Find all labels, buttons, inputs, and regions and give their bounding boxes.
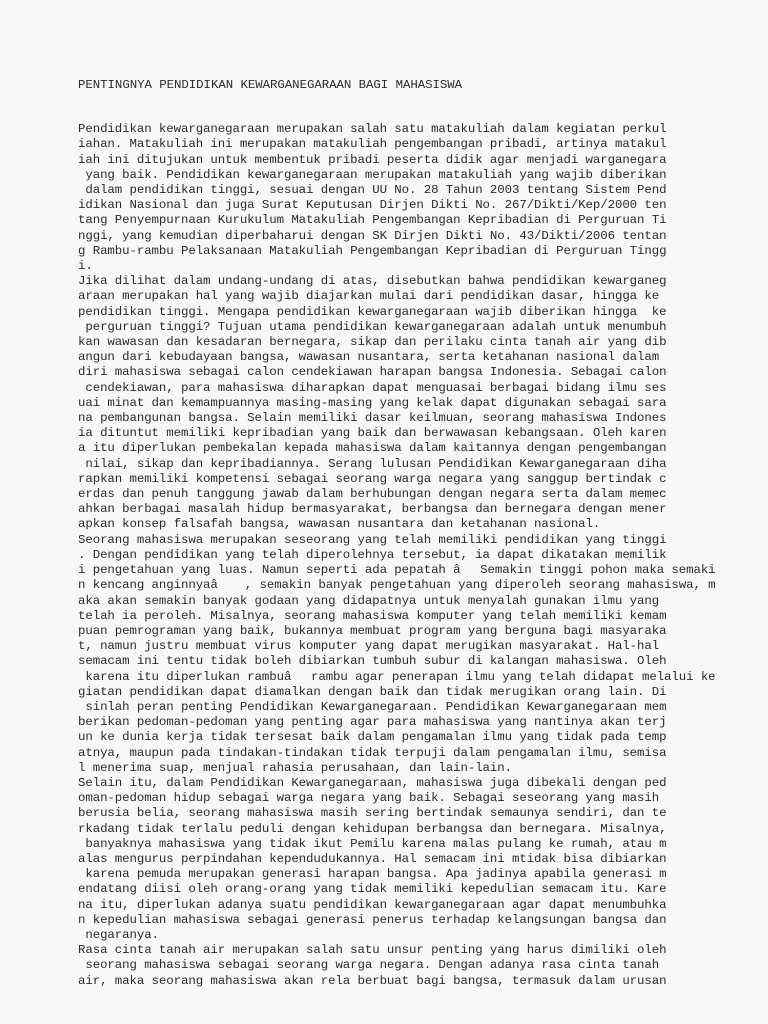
text-line: iah ini ditujukan untuk membentuk pribadi peserta didik agar menjadi warganegara: [78, 152, 667, 167]
text-line: ia dituntut memiliki kepribadian yang baik dan berwawasan kebangsaan. Oleh karen: [78, 426, 667, 441]
text-line: un ke dunia kerja tidak tersesat baik dalam pengamalan ilmu yang tidak pada temp: [78, 730, 667, 745]
text-line: iahan. Matakuliah ini merupakan matakuliah pengembangan pribadi, artinya matakul: [78, 137, 667, 152]
text-line: yang baik. Pendidikan kewarganegaraan merupakan matakuliah yang wajib diberikan: [78, 167, 667, 182]
text-line: i.: [78, 259, 93, 274]
text-line: . Dengan pendidikan yang telah diperolehnya tersebut, ia dapat dikatakan memilik: [78, 547, 667, 562]
text-line: rapkan memiliki kompetensi sebagai seorang warga negara yang sanggup bertindak c: [78, 471, 667, 486]
text-line: diri mahasiswa sebagai calon cendekiawan harapan bangsa Indonesia. Sebagai calon: [78, 365, 667, 380]
text-line: apkan konsep falsafah bangsa, wawasan nusantara dan ketahanan nasional.: [78, 517, 601, 532]
text-line: banyaknya mahasiswa yang tidak ikut Pemilu karena malas pulang ke rumah, atau m: [78, 836, 667, 851]
text-line: perguruan tinggi? Tujuan utama pendidikan kewarganegaraan adalah untuk menumbuh: [78, 319, 667, 334]
text-line: angun dari kebudayaan bangsa, wawasan nusantara, serta ketahanan nasional dalam: [78, 350, 660, 365]
text-line: na pembangunan bangsa. Selain memiliki dasar keilmuan, seorang mahasiswa Indones: [78, 411, 667, 426]
text-line: karena pemuda merupakan generasi harapan bangsa. Apa jadinya apabila generasi m: [78, 867, 667, 882]
text-line: na itu, diperlukan adanya suatu pendidikan kewarganegaraan agar dapat menumbuhka: [78, 897, 667, 912]
text-line: rkadang tidak terlalu peduli dengan kehidupan berbangsa dan bernegara. Misalnya,: [78, 821, 667, 836]
document-title: PENTINGNYA PENDIDIKAN KEWARGANEGARAAN BAGI MAHASISWA: [78, 78, 463, 92]
text-line: dalam pendidikan tinggi, sesuai dengan UU No. 28 Tahun 2003 tentang Sistem Pend: [78, 183, 667, 198]
text-line: a itu diperlukan pembekalan kepada mahasiswa dalam kaitannya dengan pengembangan: [78, 441, 667, 456]
text-line: Selain itu, dalam Pendidikan Kewarganegaraan, mahasiswa juga dibekali dengan ped: [78, 775, 667, 790]
text-line: pendidikan tinggi. Mengapa pendidikan kewarganegaraan wajib diberikan hingga ke: [78, 304, 667, 319]
text-line: negaranya.: [78, 927, 159, 942]
text-line: Jika dilihat dalam undang-undang di atas, disebutkan bahwa pendidikan kewarganeg: [78, 274, 667, 289]
text-line: l menerima suap, menjual rahasia perusahaan, dan lain-lain.: [78, 760, 512, 775]
text-line: seorang mahasiswa sebagai seorang warga negara. Dengan adanya rasa cinta tanah: [78, 958, 660, 973]
text-line: atnya, maupun pada tindakan-tindakan tidak terpuji dalam pengamalan ilmu, semisa: [78, 745, 667, 760]
text-line: aka akan semakin banyak godaan yang didapatnya untuk menyalah gunakan ilmu yang: [78, 593, 660, 608]
text-line: telah ia peroleh. Misalnya, seorang mahasiswa komputer yang telah memiliki kemam: [78, 608, 667, 623]
text-line: t, namun justru membuat virus komputer yang dapat merugikan masyarakat. Hal-hal: [78, 639, 660, 654]
text-line: cendekiawan, para mahasiswa diharapkan dapat menguasai berbagai bidang ilmu ses: [78, 380, 667, 395]
document-body: [78, 122, 764, 989]
text-line: erdas dan penuh tanggung jawab dalam berhubungan dengan negara serta dalam memec: [78, 487, 667, 502]
text-line: n kepedulian mahasiswa sebagai generasi penerus terhadap kelangsungan bangsa dan: [78, 912, 667, 927]
text-line: i pengetahuan yang luas. Namun seperti ada pepatah âSemakin tinggi pohon maka semaki: [78, 563, 716, 578]
text-line: karena itu diperlukan rambuârambu agar penerapan ilmu yang telah didapat melalui ke: [78, 669, 716, 684]
text-line: air, maka seorang mahasiswa akan rela berbuat bagi bangsa, termasuk dalam urusan: [78, 973, 667, 988]
text-line: tang Penyempurnaan Kurukulum Matakuliah Pengembangan Kepribadian di Perguruan Ti: [78, 213, 667, 228]
text-line: oman-pedoman hidup sebagai warga negara yang baik. Sebagai seseorang yang masih: [78, 791, 660, 806]
text-line: kan wawasan dan kesadaran bernegara, sikap dan perilaku cinta tanah air yang dib: [78, 335, 667, 350]
text-line: uai minat dan kemampuannya masing-masing yang kelak dapat digunakan sebagai sara: [78, 395, 667, 410]
text-line: Rasa cinta tanah air merupakan salah satu unsur penting yang harus dimiliki oleh: [78, 943, 667, 958]
text-line: araan merupakan hal yang wajib diajarkan mulai dari pendidikan dasar, hingga ke: [78, 289, 660, 304]
text-line: endatang diisi oleh orang-orang yang tidak memiliki kepedulian semacam itu. Kare: [78, 882, 667, 897]
text-line: puan pemrograman yang baik, bukannya membuat program yang berguna bagi masyaraka: [78, 623, 667, 638]
text-line: idikan Nasional dan juga Surat Keputusan Dirjen Dikti No. 267/Dikti/Kep/2000 ten: [78, 198, 667, 213]
text-line: berusia belia, seorang mahasiswa masih sering bertindak semaunya sendiri, dan te: [78, 806, 667, 821]
text-line: Pendidikan kewarganegaraan merupakan salah satu matakuliah dalam kegiatan perkul: [78, 122, 667, 137]
text-line: semacam ini tentu tidak boleh dibiarkan tumbuh subur di kalangan mahasiswa. Oleh: [78, 654, 667, 669]
document-page: [78, 78, 764, 989]
text-line: ahkan berbagai masalah hidup bermasyarakat, berbangsa dan bernegara dengan mener: [78, 502, 667, 517]
text-line: Seorang mahasiswa merupakan seseorang yang telah memiliki pendidikan yang tinggi: [78, 532, 667, 547]
text-line: sinlah peran penting Pendidikan Kewarganegaraan. Pendidikan Kewarganegaraan mem: [78, 699, 667, 714]
text-line: g Rambu-rambu Pelaksanaan Matakuliah Pengembangan Kepribadian di Perguruan Tingg: [78, 243, 667, 258]
text-line: giatan pendidikan dapat diamalkan dengan baik dan tidak merugikan orang lain. Di: [78, 684, 667, 699]
text-line: alas mengurus perpindahan kependudukannya. Hal semacam ini mtidak bisa dibiarkan: [78, 851, 667, 866]
text-line: n kencang anginnyaâ , semakin banyak pengetahuan yang diperoleh seorang mahasiswa, m: [78, 578, 716, 593]
text-line: berikan pedoman-pedoman yang penting agar para mahasiswa yang nantinya akan terj: [78, 715, 667, 730]
text-line: nggi, yang kemudian diperbaharui dengan SK Dirjen Dikti No. 43/Dikti/2006 tentan: [78, 228, 667, 243]
text-line: nilai, sikap dan kepribadiannya. Serang lulusan Pendidikan Kewarganegaraan diha: [78, 456, 667, 471]
